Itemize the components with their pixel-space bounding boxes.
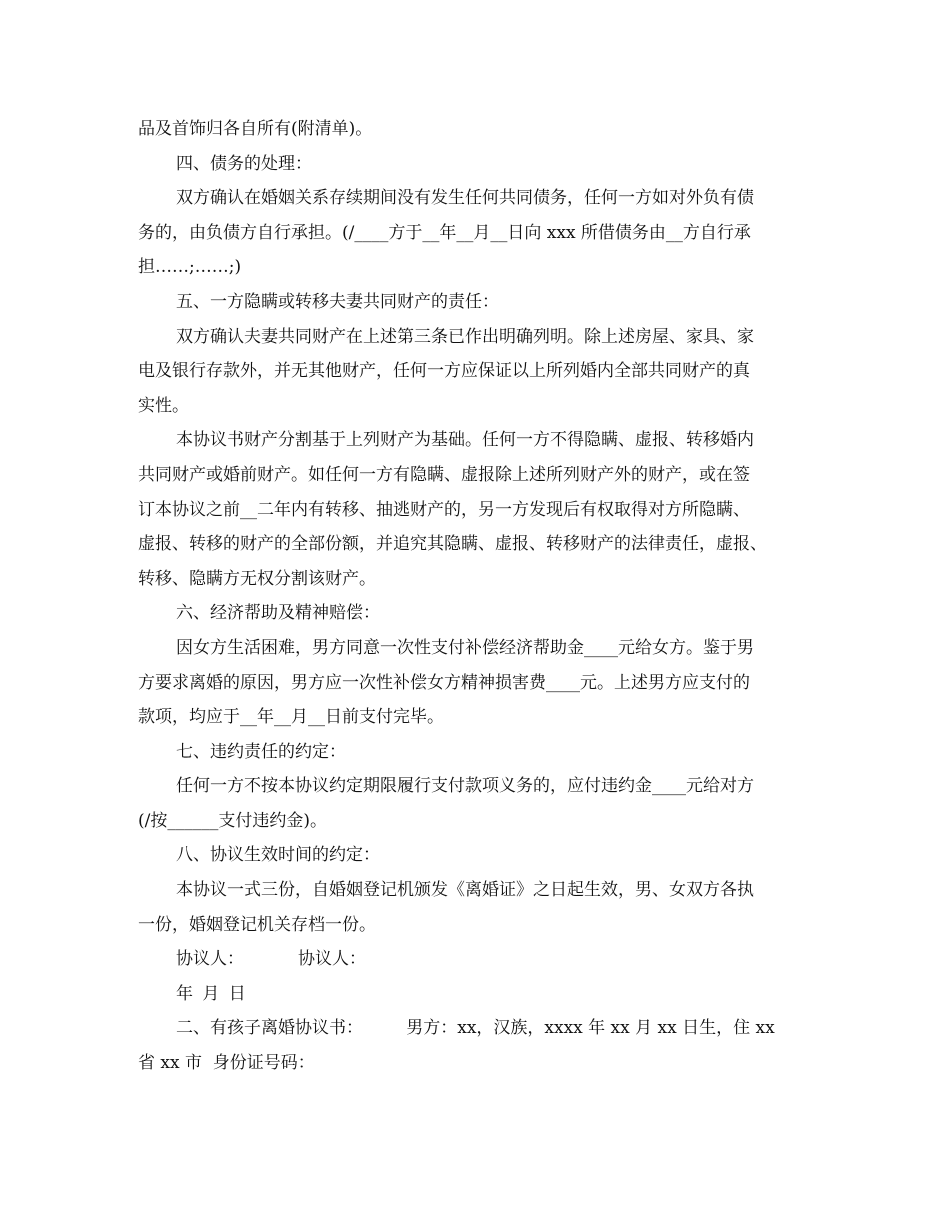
section-heading-breach: 七、违约责任的约定： (176, 741, 346, 762)
signature-party-one: 协议人： (176, 949, 244, 970)
text-line: 双方确认在婚姻关系存续期间没有发生任何共同债务，任何一方如对外负有债 (176, 188, 754, 209)
text-line: 转移、隐瞒方无权分割该财产。 (138, 568, 376, 589)
signature-line (138, 942, 828, 977)
section-heading-debts: 四、债务的处理： (176, 153, 312, 174)
text-line: 电及银行存款外，并无其他财产，任何一方应保证以上所列婚内全部共同财产的真 (138, 361, 750, 382)
document-body (138, 112, 828, 1081)
text-line: 务的，由负债方自行承担。(/____方于__年__月__日向 xxx 所借债务由__方自行承 (138, 222, 751, 243)
section-heading-effective-date: 八、协议生效时间的约定： (176, 845, 380, 866)
text-line: 款项，均应于__年__月__日前支付完毕。 (138, 707, 444, 728)
text-line: 省 xx 市 身份证号码： (138, 1053, 315, 1074)
text-line: 因女方生活困难，男方同意一次性支付补偿经济帮助金____元给女方。鉴于男 (176, 637, 754, 658)
text-line: 本协议书财产分割基于上列财产为基础。任何一方不得隐瞒、虚报、转移婚内 (176, 430, 754, 451)
text-line: 任何一方不按本协议约定期限履行支付款项义务的，应付违约金____元给对方 (176, 776, 754, 797)
text-line: (/按______支付违约金)。 (138, 810, 327, 831)
text-line: 实性。 (138, 395, 189, 416)
signature-party-two: 协议人： (298, 949, 366, 970)
text-line: 品及首饰归各自所有(附清单)。 (138, 119, 373, 139)
section-heading-concealment: 五、一方隐瞒或转移夫妻共同财产的责任： (176, 291, 499, 312)
text-line: 担……;……;) (138, 257, 242, 278)
text-line: 双方确认夫妻共同财产在上述第三条已作出明确列明。除上述房屋、家具、家 (176, 326, 754, 347)
text-line: 一份，婚姻登记机关存档一份。 (138, 914, 376, 935)
text-line: 本协议一式三份，自婚姻登记机颁发《离婚证》之日起生效，男、女双方各执 (176, 880, 754, 901)
text-line: 虚报、转移的财产的全部份额，并追究其隐瞒、虚报、转移财产的法律责任，虚报、 (138, 534, 767, 555)
section-heading-compensation: 六、经济帮助及精神赔偿： (176, 603, 380, 624)
text-line: 方要求离婚的原因，男方应一次性补偿女方精神损害费____元。上述男方应支付的 (138, 672, 750, 693)
date-line: 年 月 日 (176, 983, 246, 1004)
text-line: 订本协议之前__二年内有转移、抽逃财产的，另一方发现后有权取得对方所隐瞒、 (138, 499, 750, 520)
text-line: 二、有孩子离婚协议书： 男方：xx，汉族，xxxx 年 xx 月 xx 日生，住 xx (176, 1018, 775, 1039)
text-line: 共同财产或婚前财产。如任何一方有隐瞒、虚报除上述所列财产外的财产，或在签 (138, 464, 750, 485)
